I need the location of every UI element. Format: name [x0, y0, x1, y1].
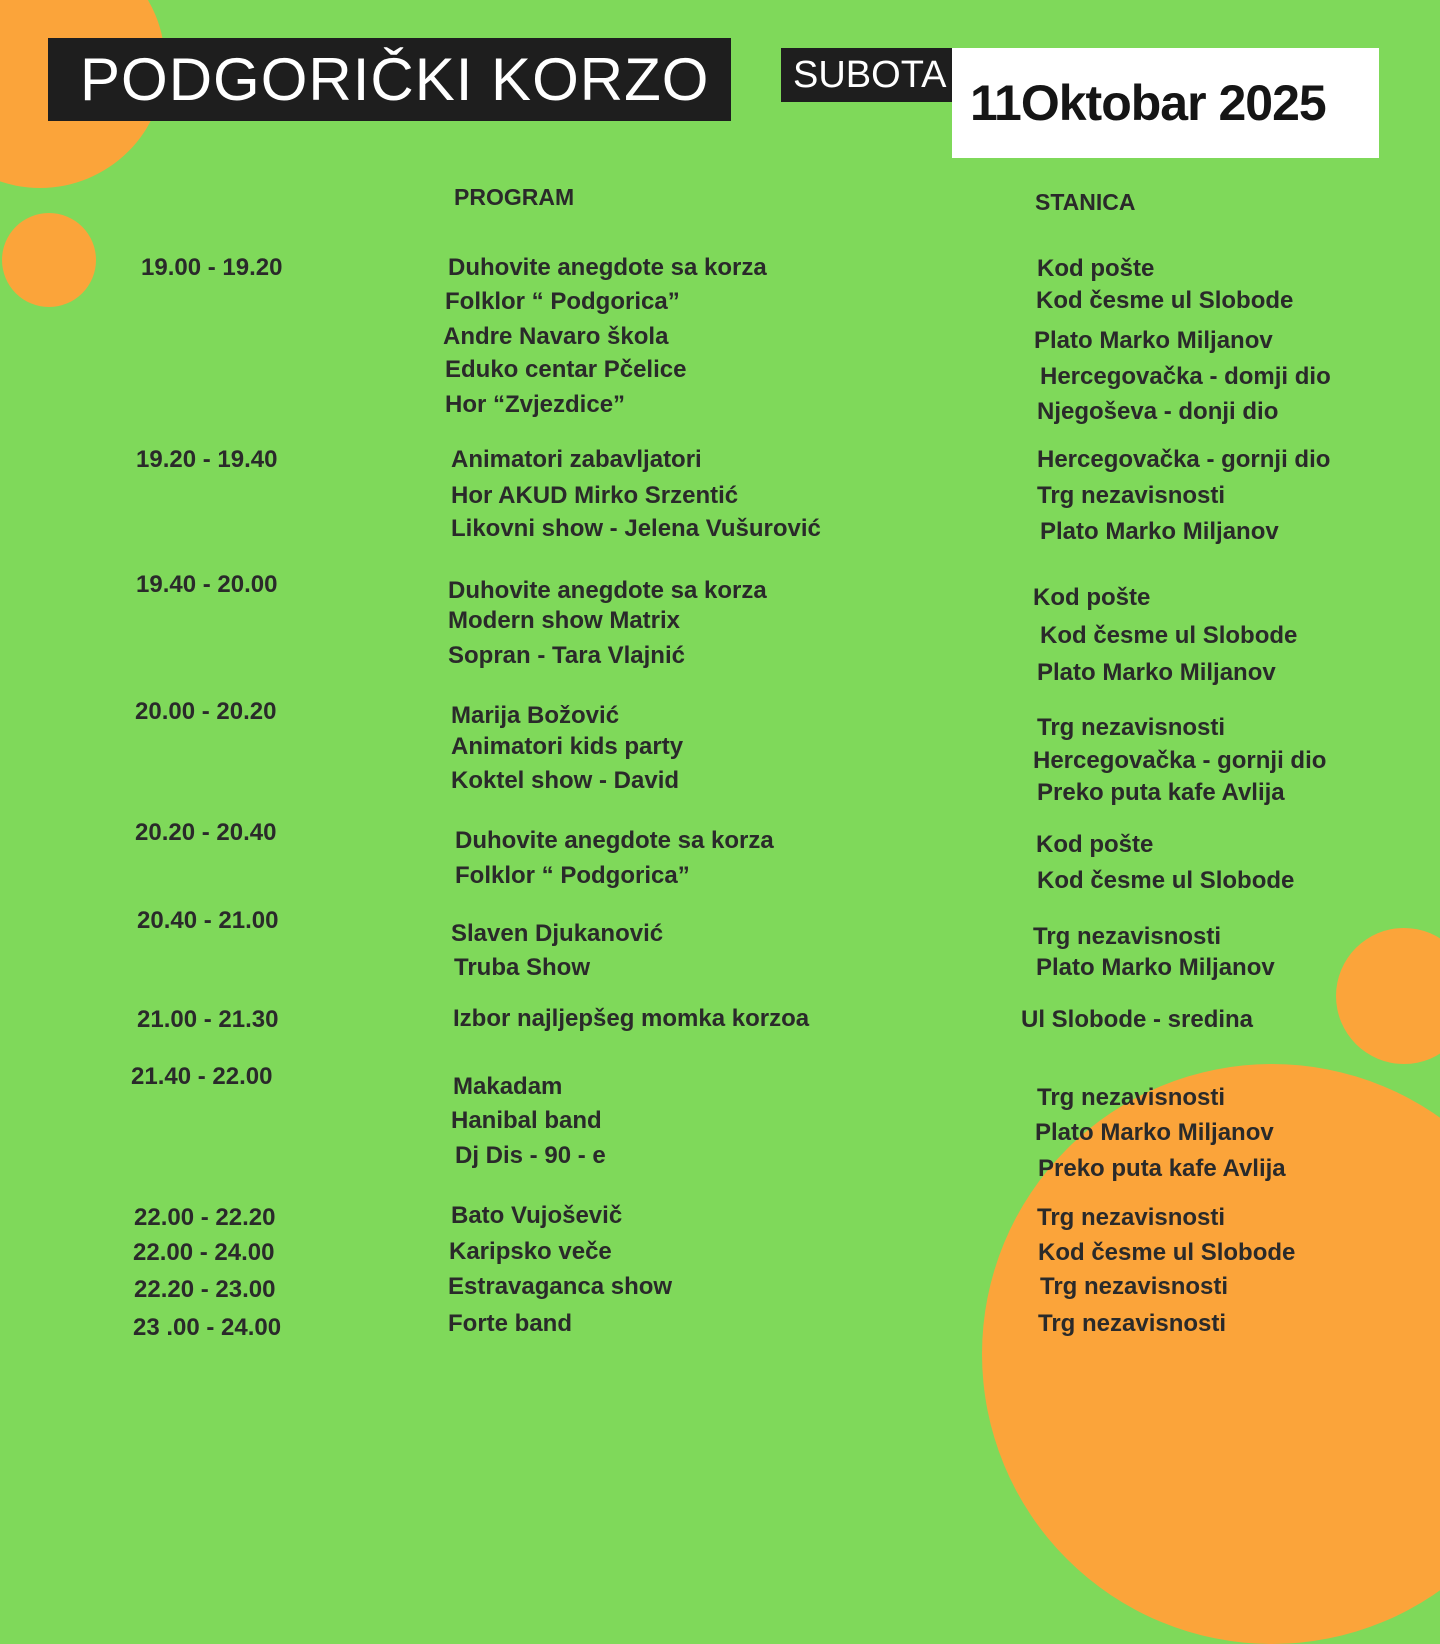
time-slot: 20.40 - 21.00: [137, 907, 279, 934]
station-column-heading: STANICA: [1035, 189, 1136, 215]
station-item: Trg nezavisnosti: [1037, 1204, 1226, 1231]
program-item: Truba Show: [454, 954, 591, 981]
station-item: Hercegovačka - domji dio: [1040, 363, 1331, 390]
station-item: Hercegovačka - gornji dio: [1037, 446, 1331, 473]
station-item: Kod česme ul Slobode: [1038, 1239, 1296, 1266]
time-slot: 22.00 - 24.00: [133, 1239, 275, 1266]
station-item: Kod česme ul Slobode: [1037, 867, 1295, 894]
program-item: Duhovite anegdote sa korza: [448, 254, 767, 281]
program-item: Folklor “ Podgorica”: [445, 288, 680, 315]
date-label: 11Oktobar 2025: [952, 48, 1379, 158]
time-slot: 19.40 - 20.00: [136, 571, 278, 598]
orange-circle-decoration: [1336, 928, 1440, 1064]
station-item: Kod česme ul Slobode: [1036, 287, 1294, 314]
program-item: Modern show Matrix: [448, 607, 681, 634]
station-item: Kod pošte: [1037, 255, 1155, 282]
station-item: Hercegovačka - gornji dio: [1033, 747, 1327, 774]
program-item: Animatori zabavljatori: [451, 446, 702, 473]
program-item: Slaven Djukanović: [451, 920, 664, 947]
program-item: Estravaganca show: [448, 1273, 673, 1300]
program-item: Likovni show - Jelena Vušurović: [451, 515, 821, 542]
program-item: Makadam: [453, 1073, 563, 1100]
station-item: Plato Marko Miljanov: [1037, 659, 1276, 686]
program-item: Izbor najljepšeg momka korzoa: [453, 1005, 810, 1032]
program-item: Marija Božović: [451, 702, 620, 729]
station-item: Trg nezavisnosti: [1033, 923, 1222, 950]
station-item: Trg nezavisnosti: [1037, 714, 1226, 741]
station-item: Kod česme ul Slobode: [1040, 622, 1298, 649]
time-slot: 21.00 - 21.30: [137, 1006, 279, 1033]
program-item: Bato Vujoševič: [451, 1202, 623, 1229]
program-item: Animatori kids party: [451, 733, 684, 760]
station-item: Trg nezavisnosti: [1038, 1310, 1227, 1337]
time-slot: 20.00 - 20.20: [135, 698, 277, 725]
program-item: Karipsko veče: [449, 1238, 612, 1265]
orange-circle-decoration: [982, 1064, 1440, 1644]
program-item: Andre Navaro škola: [443, 323, 669, 350]
station-item: Trg nezavisnosti: [1040, 1273, 1229, 1300]
program-column-heading: PROGRAM: [454, 184, 575, 210]
orange-circle-decoration: [2, 213, 96, 307]
time-slot: 20.20 - 20.40: [135, 819, 277, 846]
program-item: Koktel show - David: [451, 767, 680, 794]
station-item: Plato Marko Miljanov: [1040, 518, 1279, 545]
time-slot: 21.40 - 22.00: [131, 1063, 273, 1090]
station-item: Preko puta kafe Avlija: [1037, 779, 1285, 806]
station-item: Trg nezavisnosti: [1037, 482, 1226, 509]
time-slot: 23 .00 - 24.00: [133, 1314, 282, 1341]
time-slot: 22.00 - 22.20: [134, 1204, 276, 1231]
time-slot: 19.20 - 19.40: [136, 446, 278, 473]
program-item: Folklor “ Podgorica”: [455, 862, 690, 889]
station-item: Njegoševa - donji dio: [1037, 398, 1279, 425]
program-item: Dj Dis - 90 - e: [455, 1142, 606, 1169]
station-item: Kod pošte: [1033, 584, 1151, 611]
time-slot: 19.00 - 19.20: [141, 254, 283, 281]
program-item: Duhovite anegdote sa korza: [448, 577, 767, 604]
station-item: Trg nezavisnosti: [1037, 1084, 1226, 1111]
time-slot: 22.20 - 23.00: [134, 1276, 276, 1303]
station-item: Ul Slobode - sredina: [1021, 1006, 1254, 1033]
program-item: Sopran - Tara Vlajnić: [448, 642, 685, 669]
program-item: Hor AKUD Mirko Srzentić: [451, 482, 739, 509]
day-label: SUBOTA: [781, 48, 953, 102]
program-item: Eduko centar Pčelice: [445, 356, 687, 383]
page-title: PODGORIČKI KORZO: [48, 38, 731, 121]
station-item: Plato Marko Miljanov: [1036, 954, 1275, 981]
program-item: Hor “Zvjezdice”: [445, 391, 626, 418]
program-item: Forte band: [448, 1310, 572, 1337]
station-item: Plato Marko Miljanov: [1034, 327, 1273, 354]
station-item: Preko puta kafe Avlija: [1038, 1155, 1286, 1182]
station-item: Kod pošte: [1036, 831, 1154, 858]
station-item: Plato Marko Miljanov: [1035, 1119, 1274, 1146]
program-item: Duhovite anegdote sa korza: [455, 827, 774, 854]
program-item: Hanibal band: [451, 1107, 602, 1134]
